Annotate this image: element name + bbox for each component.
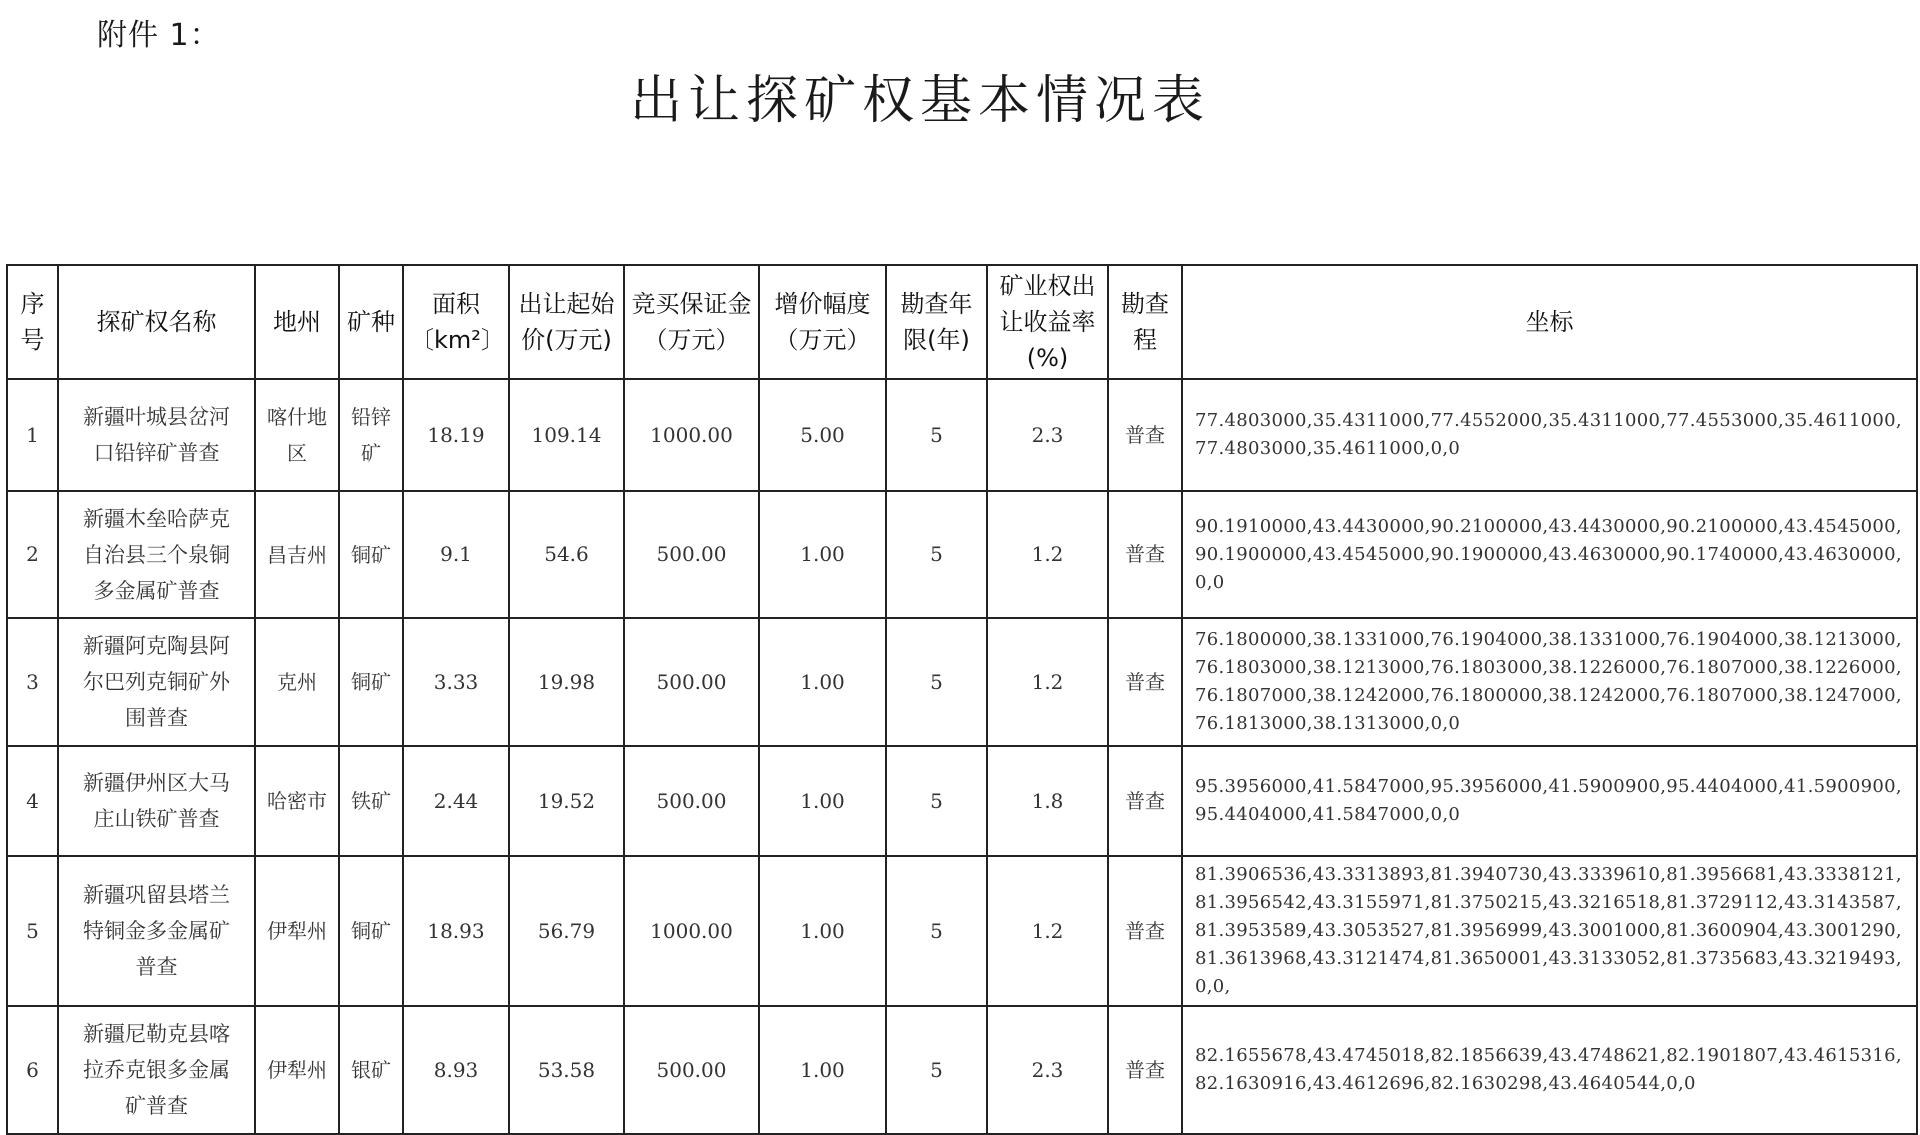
cell-coords: 81.3906536,43.3313893,81.3940730,43.3339610,81.3956681,43.3338121,81.3956542,43.3155971,81.3750215,43.3216518,81.3729112,43.3143587,81.3953589,43.3053527,81.3956999,43.3001000,81.3600904,43.3001290,81.3613968,43.3121474,81.3650001,43.3133052,81.3735683,43.3219493,0,0, [1182, 856, 1917, 1006]
cell-period: 5 [886, 491, 987, 618]
cell-period: 5 [886, 618, 987, 746]
cell-name: 新疆伊州区大马庄山铁矿普查 [58, 746, 255, 856]
cell-seq: 2 [7, 491, 58, 618]
cell-stage: 普查 [1108, 1006, 1182, 1134]
cell-increment: 5.00 [759, 379, 886, 491]
cell-region: 伊犁州 [255, 856, 339, 1006]
cell-region: 伊犁州 [255, 1006, 339, 1134]
cell-coords: 90.1910000,43.4430000,90.2100000,43.4430000,90.2100000,43.4545000,90.1900000,43.4545000,90.1900000,43.4630000,90.1740000,43.4630000,0,0 [1182, 491, 1917, 618]
cell-mineral: 铜矿 [339, 618, 403, 746]
cell-increment: 1.00 [759, 746, 886, 856]
header-name: 探矿权名称 [58, 265, 255, 379]
cell-yield-rate: 1.2 [987, 491, 1108, 618]
cell-mineral: 铁矿 [339, 746, 403, 856]
header-seq: 序号 [7, 265, 58, 379]
header-deposit: 竞买保证金（万元） [624, 265, 759, 379]
table-row [7, 491, 1917, 618]
header-yield-rate: 矿业权出让收益率(%) [987, 265, 1108, 379]
cell-start-price: 109.14 [509, 379, 624, 491]
cell-area: 3.33 [403, 618, 509, 746]
cell-seq: 5 [7, 856, 58, 1006]
table-row [7, 856, 1917, 1006]
cell-name: 新疆木垒哈萨克自治县三个泉铜多金属矿普查 [58, 491, 255, 618]
cell-yield-rate: 2.3 [987, 1006, 1108, 1134]
cell-period: 5 [886, 746, 987, 856]
header-area: 面积〔km²〕 [403, 265, 509, 379]
cell-region: 昌吉州 [255, 491, 339, 618]
cell-area: 2.44 [403, 746, 509, 856]
cell-deposit: 500.00 [624, 1006, 759, 1134]
mining-rights-table [6, 264, 1918, 1135]
cell-increment: 1.00 [759, 618, 886, 746]
header-period: 勘查年限(年) [886, 265, 987, 379]
cell-yield-rate: 2.3 [987, 379, 1108, 491]
cell-area: 18.19 [403, 379, 509, 491]
cell-yield-rate: 1.2 [987, 618, 1108, 746]
cell-stage: 普查 [1108, 856, 1182, 1006]
cell-region: 哈密市 [255, 746, 339, 856]
cell-seq: 4 [7, 746, 58, 856]
cell-mineral: 银矿 [339, 1006, 403, 1134]
cell-mineral: 铅锌矿 [339, 379, 403, 491]
cell-stage: 普查 [1108, 379, 1182, 491]
cell-area: 18.93 [403, 856, 509, 1006]
cell-start-price: 19.52 [509, 746, 624, 856]
table-row [7, 379, 1917, 491]
header-increment: 增价幅度（万元） [759, 265, 886, 379]
cell-deposit: 500.00 [624, 618, 759, 746]
cell-seq: 3 [7, 618, 58, 746]
cell-period: 5 [886, 1006, 987, 1134]
header-start-price: 出让起始价(万元) [509, 265, 624, 379]
cell-start-price: 19.98 [509, 618, 624, 746]
cell-period: 5 [886, 379, 987, 491]
header-coords: 坐标 [1182, 265, 1917, 379]
table-row [7, 618, 1917, 746]
cell-deposit: 1000.00 [624, 856, 759, 1006]
cell-yield-rate: 1.2 [987, 856, 1108, 1006]
table-row [7, 1006, 1917, 1134]
cell-area: 9.1 [403, 491, 509, 618]
page-title: 出让探矿权基本情况表 [629, 71, 1210, 131]
cell-stage: 普查 [1108, 491, 1182, 618]
cell-coords: 82.1655678,43.4745018,82.1856639,43.4748621,82.1901807,43.4615316,82.1630916,43.4612696,82.1630298,43.4640544,0,0 [1182, 1006, 1917, 1134]
cell-name: 新疆阿克陶县阿尔巴列克铜矿外围普查 [58, 618, 255, 746]
cell-yield-rate: 1.8 [987, 746, 1108, 856]
header-mineral: 矿种 [339, 265, 403, 379]
cell-name: 新疆巩留县塔兰特铜金多金属矿普查 [58, 856, 255, 1006]
cell-coords: 95.3956000,41.5847000,95.3956000,41.5900900,95.4404000,41.5900900,95.4404000,41.5847000,0,0 [1182, 746, 1917, 856]
table-row [7, 746, 1917, 856]
cell-stage: 普查 [1108, 618, 1182, 746]
cell-deposit: 1000.00 [624, 379, 759, 491]
cell-start-price: 54.6 [509, 491, 624, 618]
cell-increment: 1.00 [759, 1006, 886, 1134]
cell-start-price: 53.58 [509, 1006, 624, 1134]
cell-mineral: 铜矿 [339, 856, 403, 1006]
attachment-label: 附件 1： [97, 18, 221, 53]
cell-seq: 1 [7, 379, 58, 491]
header-stage: 勘查程 [1108, 265, 1182, 379]
cell-region: 喀什地区 [255, 379, 339, 491]
cell-area: 8.93 [403, 1006, 509, 1134]
cell-name: 新疆叶城县岔河口铅锌矿普查 [58, 379, 255, 491]
cell-increment: 1.00 [759, 491, 886, 618]
cell-mineral: 铜矿 [339, 491, 403, 618]
cell-seq: 6 [7, 1006, 58, 1134]
header-region: 地州 [255, 265, 339, 379]
cell-coords: 76.1800000,38.1331000,76.1904000,38.1331000,76.1904000,38.1213000,76.1803000,38.1213000,76.1803000,38.1226000,76.1807000,38.1226000,76.1807000,38.1242000,76.1800000,38.1242000,76.1807000,38.1247000,76.1813000,38.1313000,0,0 [1182, 618, 1917, 746]
cell-increment: 1.00 [759, 856, 886, 1006]
cell-period: 5 [886, 856, 987, 1006]
cell-coords: 77.4803000,35.4311000,77.4552000,35.4311000,77.4553000,35.4611000,77.4803000,35.4611000,0,0 [1182, 379, 1917, 491]
cell-region: 克州 [255, 618, 339, 746]
table-header-row [7, 265, 1917, 379]
cell-deposit: 500.00 [624, 746, 759, 856]
cell-stage: 普查 [1108, 746, 1182, 856]
cell-deposit: 500.00 [624, 491, 759, 618]
cell-start-price: 56.79 [509, 856, 624, 1006]
cell-name: 新疆尼勒克县喀拉乔克银多金属矿普查 [58, 1006, 255, 1134]
